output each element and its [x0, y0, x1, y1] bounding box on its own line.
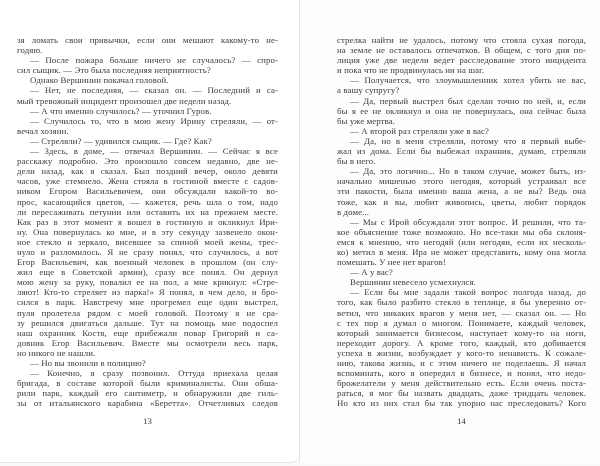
text-line: — Получается, что злоумышленник хотел убить не вас,: [350, 75, 586, 86]
text-line: сился в парк. Навстречу мне прогремел еще один выстрел,: [17, 297, 278, 308]
text-line: ляют! Кто-то стреляет из парка!» Я понял, в чем дело, и бро-: [17, 287, 278, 298]
text-line: — А что именно случилось? — уточнил Гуров.: [30, 105, 212, 116]
text-line: пуля пролетела рядом с моей головой. Поэтому я не сра-: [17, 307, 278, 318]
text-line: ко) метил в меня. Ира не может представить, кому она могла: [337, 246, 586, 257]
text-line: на земле не оставалось отпечатков. В общем, с того дня по-: [337, 45, 586, 56]
text-line: — Конечно, я сразу позвонил. Оттуда приехала целая: [30, 368, 278, 379]
text-line: начально мишенью этого негодяя, который устраивал все: [337, 176, 586, 187]
text-line: — После пожара больше ничего не случалось? — спро-: [30, 55, 278, 66]
text-line: ное стекло и зеркало, висевшее за спиной моей жены, трес-: [17, 236, 278, 247]
text-line: ником Егором Васильевичем, они обсуждали какой-то во-: [17, 186, 278, 197]
text-line: брожелатели у меня действительно есть. Если очень поста-: [337, 378, 586, 389]
text-line: а вашу супругу?: [337, 85, 400, 96]
text-line: — Стреляли? — удивился сыщик. — Где? Как?: [30, 135, 212, 146]
text-line: в доме...: [337, 206, 370, 217]
text-line: нию, такова жизнь, и с этим ничего не поделаешь. Я начал: [337, 358, 586, 368]
text-line: с тех пор я думал о многом. Понимаете, каждый человек,: [337, 317, 586, 328]
text-line: ветил, что никаких врагов у меня нет, — сказал он. — Но: [337, 307, 586, 318]
text-line: вспоминать, кого я опередил в бизнесе, и понял, что недо-: [337, 368, 586, 379]
text-line: кое объяснение тоже возможно. Но все-таки мы оба склоня-: [337, 226, 586, 237]
text-line: ну. Она повернулась ко мне, и в эту секунду зазвенело окон-: [17, 226, 278, 237]
text-line: — Здесь, в доме, — отвечал Вершинин. — Сейчас я все: [30, 146, 278, 157]
text-line: мою жену за руку, повалил ее на пол, а мне крикнул: «Стре-: [17, 277, 278, 288]
text-line: мый тревожный инцидент произошел две недели назад.: [17, 95, 232, 106]
text-line: Однако Вершинин покачал головой.: [30, 75, 169, 86]
text-line: тоже, как и вы, любит живопись, цветы, любит порядок: [337, 196, 586, 207]
text-line: довник Егор Васильевич. Вместе мы осмотрели весь парк,: [17, 337, 278, 348]
text-line: но никого не нашли.: [17, 347, 96, 358]
text-line: успеха в жизни, возбуждает у кого-то ненависть. К сожале-: [337, 347, 586, 358]
text-line: — А второй раз стреляли уже в вас?: [350, 125, 490, 136]
text-line: дели назад, как я сказал. Был поздний вечер, около девяти: [17, 166, 278, 177]
text-line: бы я ее не окликнул и она не повернулась, она сейчас была: [337, 105, 586, 116]
text-line: Но кто из них стал бы так упорно нас преследовать? Кого: [337, 398, 586, 409]
text-line: — Но вы звонили в полицию?: [30, 358, 146, 368]
text-line: — Мы с Ирой обсуждали этот вопрос. И решили, что та-: [350, 216, 586, 227]
text-line: расскажу подробно. Это произошло совсем недавно, две не-: [17, 156, 278, 167]
text-line: годяю.: [17, 45, 43, 56]
text-line: переходит дорогу. А кроме того, каждый, кто добивается: [337, 337, 586, 348]
text-line: лиция уже две недели ведет расследование этого инцидента: [337, 55, 586, 66]
text-line: — Да, но в меня стреляли, потому что я первый выбе-: [350, 135, 586, 146]
text-line: бы в него.: [337, 156, 376, 167]
text-line: — Случилось то, что в мою жену Ирину стреляли, — от-: [30, 115, 278, 126]
text-line: который занимается бизнесом, наступает кому-то на ноги,: [337, 327, 586, 338]
text-line: помешать. У нее нет врагов!: [337, 257, 446, 268]
text-line: емся к мнению, что негодяй (или негодяи, если их несколь-: [337, 236, 586, 247]
text-line: эти пакости, была именно ваша жена, а не вы? Ведь она: [337, 186, 586, 197]
text-line: Вершинин невесело усмехнулся.: [350, 277, 476, 288]
text-line: сил сыщик. — Это была последняя неприятность?: [17, 65, 211, 76]
text-line: нуло и разломилось. Я не сразу понял, что случилось, а вот: [17, 246, 278, 257]
text-line: — А у вас?: [350, 267, 393, 278]
text-line: жил еще в Советской армии), сразу все понял. Он дернул: [17, 267, 278, 278]
text-line: ли пересаживать петунии или оставить их на прежнем месте.: [17, 206, 278, 217]
text-line: — Нет, не последняя, — сказал он. — Последний и са-: [30, 85, 278, 96]
text-line: раться, я мог бы назвать двадцать, даже тридцать человек.: [337, 388, 586, 399]
text-line: — Да, это логично... Но в таком случае, может быть, из-: [350, 166, 586, 177]
text-line: — Если бы мне задали такой вопрос полгода назад, до: [350, 287, 586, 298]
text-line: вечал хозяин.: [17, 125, 69, 136]
text-line: и пока что не продвинулась ни на шаг.: [337, 65, 485, 76]
text-line: зя ломать свои привычки, если они мешают какому-то не-: [17, 35, 278, 45]
right-page-number: 14: [457, 416, 466, 427]
text-line: часов, уже стемнело. Жена стояла в гостиной вместе с садов-: [17, 176, 278, 187]
text-line: — Да, первый выстрел был сделан точно по ней, и, если: [350, 95, 586, 106]
text-line: жал из дома. Если бы выбежал охранник, думаю, стреляли: [337, 146, 586, 157]
text-line: того, как было разбито стекло в теплице, я бы уверенно от-: [337, 297, 586, 308]
page-gutter-divider: [299, 0, 300, 463]
text-line: прос, касающийся цветов, — кажется, речь шла о том, надо: [17, 196, 278, 207]
text-line: бригада, в составе которой были криминалисты. Они обша-: [17, 378, 278, 389]
text-line: Как раз в этот момент я вошел в гостиную и окликнул Ири-: [17, 216, 278, 227]
right-page-text: [337, 35, 586, 408]
text-line: зы от итальянского карабина «Беретта». Отчетливых следов: [17, 398, 278, 409]
text-line: стрелка найти не удалось, потому что стояла сухая погода,: [337, 35, 586, 45]
right-page[interactable]: [300, 0, 600, 463]
text-line: наш охранник Костя, еще прибежали повар Григорий и са-: [17, 327, 278, 338]
left-page-number: 13: [143, 416, 152, 427]
text-line: бы уже мертва.: [337, 115, 396, 126]
text-line: зу решился двигаться дальше. Тут на помощь мне подоспел: [17, 317, 278, 328]
text-line: рили парк, каждый его сантиметр, и обнаружили две гиль-: [17, 388, 278, 399]
text-line: Егор Васильевич, как военный человек в прошлом (он слу-: [17, 257, 278, 268]
left-page-text: [17, 35, 278, 408]
left-page[interactable]: [0, 0, 300, 463]
